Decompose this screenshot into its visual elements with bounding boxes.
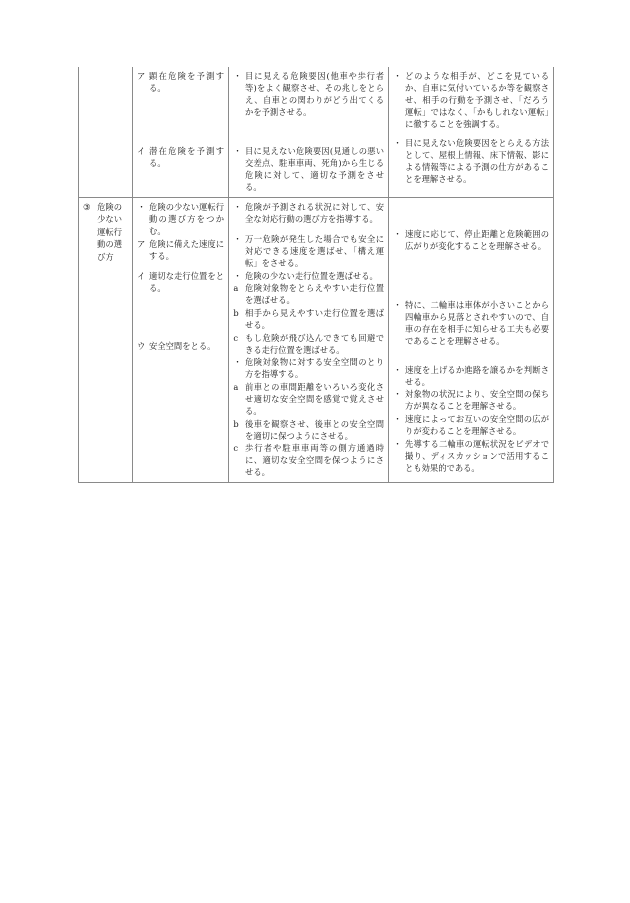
item-text: 先導する二輪車の運転状況をビデオで撮り、ディスカッションで活用することも効果的である。 — [405, 438, 549, 473]
cell-objective — [133, 67, 229, 134]
list-item — [233, 270, 384, 282]
list-item — [137, 340, 224, 352]
item-text: 特に、二輪車は車体が小さいことから四輪車から見落とされやすいので、自車の存在を相手に知らせる工夫も必要であることを理解させる。 — [405, 299, 549, 346]
item-marker: b — [233, 418, 239, 429]
item-marker: c — [233, 443, 239, 454]
item-marker: ア — [137, 71, 146, 81]
cell-guidance — [229, 134, 389, 197]
item-text: 前車との車間距離をいろいろ変化させ適切な安全空間を感覚で覚えさせる。 — [245, 382, 384, 417]
bullet-icon: ・ — [393, 299, 402, 310]
list-item — [393, 70, 549, 130]
bullet-icon: ・ — [233, 71, 242, 81]
category-text: 危険の少ない運転行動の選び方 — [97, 202, 123, 262]
item-text: 目に見えない危険要因(見通しの悪い交差点、駐車車両、死角)から生じる危険に対して、適切な予測をさせる。 — [245, 145, 384, 192]
list-item — [137, 238, 224, 262]
bullet-icon: ・ — [233, 270, 242, 281]
item-text: 適切な走行位置をとる。 — [149, 270, 224, 293]
bullet-icon: ・ — [393, 138, 402, 149]
list-item — [233, 356, 384, 380]
cell-notes — [389, 67, 554, 134]
item-marker: イ — [137, 145, 146, 156]
cell-category — [79, 198, 133, 483]
bullet-icon: ・ — [233, 233, 242, 244]
item-text: 危険対象物に対する安全空間のとり方を指導する。 — [245, 357, 384, 380]
list-item — [233, 201, 384, 225]
list-item — [137, 201, 224, 237]
item-text: 危険対象物をとらえやすい走行位置を選ばせる。 — [245, 283, 384, 306]
list-item — [393, 364, 549, 388]
item-text: どのような相手が、どこを見ているか、自車に気付いているか等を観察させ、相手の行動を予測させ、「だろう運転」ではなく、「かもしれない運転」に徹することを強調する。 — [405, 71, 549, 130]
list-item — [393, 228, 549, 252]
bullet-icon: ・ — [393, 364, 402, 375]
list-item — [233, 70, 384, 118]
item-marker: a — [233, 382, 239, 393]
item-text: 安全空間をとる。 — [149, 341, 216, 352]
list-item — [393, 413, 549, 437]
list-item — [393, 388, 549, 412]
curriculum-table — [78, 67, 554, 483]
category-marker: ③ — [83, 202, 91, 213]
item-text: 顕在危険を予測する。 — [149, 71, 224, 94]
list-item — [393, 438, 549, 474]
item-text: 相手から見えやすい走行位置を選ばせる。 — [245, 307, 384, 330]
list-item — [233, 381, 384, 417]
table-row — [79, 134, 554, 197]
list-item — [393, 137, 549, 185]
item-text: 万一危険が発生した場合でも安全に対応できる速度を選ばせ、「構え運転」をさせる。 — [245, 233, 384, 268]
item-text: 危険が予測される状況に対して、安全な対応行動の選び方を指導する。 — [245, 202, 384, 225]
cell-guidance — [229, 198, 389, 483]
item-text: もし危険が飛び込んできても回避できる走行位置を選ばせる。 — [245, 332, 384, 355]
cell-guidance — [229, 67, 389, 134]
list-item — [393, 299, 549, 347]
table-row — [79, 198, 554, 483]
list-item — [233, 307, 384, 331]
item-text: 速度によってお互いの安全空間の広がりが変わることを理解させる。 — [405, 413, 549, 436]
bullet-icon: ・ — [393, 389, 402, 400]
list-item — [233, 233, 384, 269]
item-marker: b — [233, 307, 239, 318]
item-text: 速度に応じて、停止距離と危険範囲の広がりが変化することを理解させる。 — [405, 229, 549, 252]
item-text: 危険の少ない運転行動の選び方をつかむ。 — [149, 202, 224, 237]
list-item — [137, 270, 224, 294]
cell-notes — [389, 134, 554, 197]
bullet-icon: ・ — [393, 438, 402, 449]
bullet-icon: ・ — [393, 229, 402, 240]
item-text: 目に見えない危険要因をとらえる方法として、屋根上情報、床下情報、影による情報等による予測の仕方があることを理解させる。 — [405, 138, 549, 185]
category-label — [83, 201, 128, 263]
item-marker: c — [233, 332, 239, 343]
item-text: 危険の少ない走行位置を選ばせる。 — [245, 270, 378, 281]
table-row — [79, 67, 554, 134]
list-item — [233, 418, 384, 442]
list-item — [233, 145, 384, 193]
item-text: 潜在危険を予測する。 — [149, 145, 224, 168]
list-item — [233, 282, 384, 306]
item-text: 歩行者や駐車車両等の側方通過時に、適切な安全空間を保つようにさせる。 — [245, 443, 384, 478]
bullet-icon: ・ — [393, 413, 402, 424]
list-item — [137, 145, 224, 169]
cell-category — [79, 134, 133, 197]
bullet-icon: ・ — [233, 202, 242, 213]
item-text: 対象物の状況により、安全空間の保ち方が異なることを理解させる。 — [405, 389, 549, 412]
item-text: 後車を観察させ、後車との安全空間を適切に保つようにさせる。 — [245, 418, 384, 441]
cell-objective — [133, 134, 229, 197]
item-text: 速度を上げるか進路を譲るかを判断させる。 — [405, 364, 549, 387]
item-marker: ウ — [137, 341, 146, 352]
item-marker: イ — [137, 270, 146, 281]
cell-objective — [133, 198, 229, 483]
cell-category — [79, 67, 133, 134]
item-text: 危険に備えた速度にする。 — [149, 238, 224, 261]
item-text: 目に見える危険要因(他車や歩行者等)をよく観察させ、その兆しをとらえ、自車との関わりがどう出てくるかを予測させる。 — [245, 71, 384, 118]
bullet-icon: ・ — [137, 202, 146, 213]
list-item — [137, 70, 224, 94]
bullet-icon: ・ — [233, 145, 242, 156]
item-marker: ア — [137, 238, 146, 249]
bullet-icon: ・ — [233, 357, 242, 368]
bullet-icon: ・ — [393, 71, 402, 81]
cell-notes — [389, 198, 554, 483]
list-item — [233, 332, 384, 356]
item-marker: a — [233, 283, 239, 294]
list-item — [233, 442, 384, 478]
